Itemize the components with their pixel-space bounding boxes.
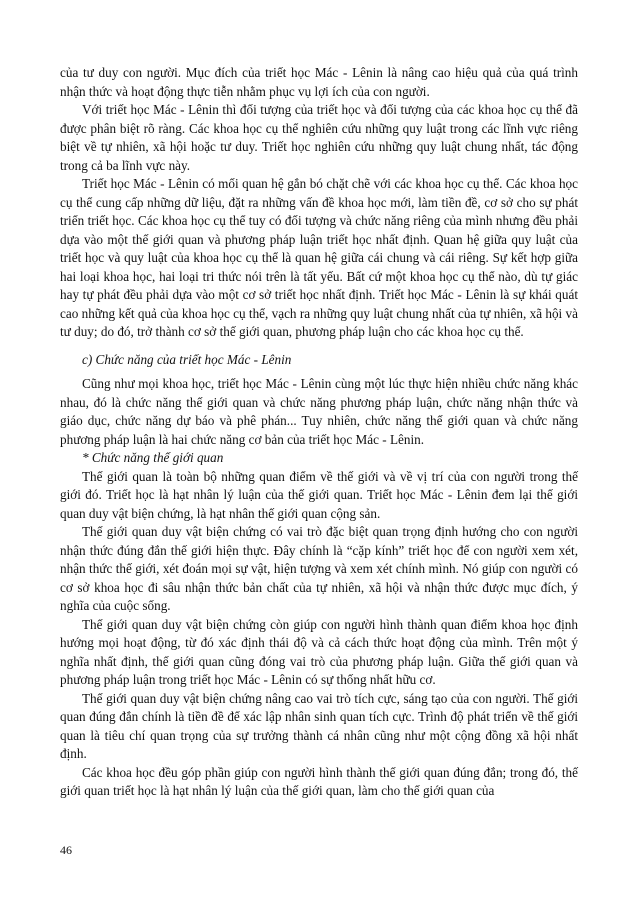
page-number: 46: [60, 843, 72, 857]
paragraph: Thế giới quan duy vật biện chứng còn giúp con người hình thành quan điểm khoa học định hướng mọi hoạt động, từ đó xác định thái độ và cả cách thức hoạt động của mình. Trên một ý nghĩa nhất định, thế giới quan cũng đóng vai trò của phương pháp luận. Giữa thế giới quan và phương pháp luận trong triết học Mác - Lênin có sự thống nhất hữu cơ.: [60, 616, 578, 687]
section-heading: c) Chức năng của triết học Mác - Lênin: [82, 351, 292, 367]
page-body: [60, 64, 578, 801]
paragraph: Triết học Mác - Lênin có mối quan hệ gắn bó chặt chẽ với các khoa học cụ thể. Các khoa học cụ thể cung cấp những dữ liệu, đặt ra những vấn đề khoa học mới, làm tiền đề, cơ sở cho sự phát triển triết học. Các khoa học cụ thể tuy có đối tượng và chức năng riêng của mình nhưng đều phải dựa vào một thế giới quan và phương pháp luận triết học nhất định. Quan hệ giữa quy luật của triết học và quy luật của khoa học cụ thể là quan hệ giữa cái chung và cái riêng. Sự kết hợp giữa hai loại khoa học, hai loại tri thức nói trên là tất yếu. Bất cứ một khoa học cụ thể nào, dù tự giác hay tự phát đều phải dựa vào một cơ sở triết học nhất định. Triết học Mác - Lênin là sự khái quát cao những kết quả của khoa học cụ thể, vạch ra những quy luật chung nhất của tự nhiên, xã hội và tư duy; do đó, trở thành cơ sở thế giới quan, phương pháp luận cho các khoa học cụ thể.: [60, 176, 578, 339]
paragraph: Thế giới quan duy vật biện chứng có vai trò đặc biệt quan trọng định hướng cho con người nhận thức đúng đắn thế giới hiện thực. Đây chính là “cặp kính” triết học để con người xem xét, nhận thức thế giới, xét đoán mọi sự vật, hiện tượng và xem xét chính mình. Nó giúp con người có cơ sở khoa học đi sâu nhận thức bản chất của tự nhiên, xã hội và nhận thức được mục đích, ý nghĩa của cuộc sống.: [60, 524, 578, 613]
paragraph: Thế giới quan duy vật biện chứng nâng cao vai trò tích cực, sáng tạo của con người. Thế giới quan đúng đắn chính là tiền đề để xác lập nhân sinh quan tích cực. Trình độ phát triển về thế giới quan là tiêu chí quan trọng của sự trưởng thành cá nhân cũng như một cộng đồng xã hội nhất định.: [60, 690, 578, 761]
paragraph: Thế giới quan là toàn bộ những quan điểm về thế giới và về vị trí của con người trong thế giới đó. Triết học là hạt nhân lý luận của thế giới quan. Triết học Mác - Lênin đem lại thế giới quan duy vật biện chứng, là hạt nhân thế giới quan cộng sản.: [60, 468, 578, 521]
subsection-heading: * Chức năng thế giới quan: [82, 450, 224, 465]
paragraph: Cũng như mọi khoa học, triết học Mác - Lênin cùng một lúc thực hiện nhiều chức năng khác nhau, đó là chức năng thế giới quan và chức năng phương pháp luận, chức năng nhận thức và giáo dục, chức năng dự báo và phê phán... Tuy nhiên, chức năng thế giới quan và chức năng phương pháp luận là hai chức năng cơ bản của triết học Mác - Lênin.: [60, 376, 578, 447]
paragraph: của tư duy con người. Mục đích của triết học Mác - Lênin là nâng cao hiệu quả của quá trình nhận thức và hoạt động thực tiễn nhằm phục vụ lợi ích của con người.: [60, 65, 578, 99]
paragraph: Các khoa học đều góp phần giúp con người hình thành thế giới quan đúng đắn; trong đó, thế giới quan triết học là hạt nhân lý luận của thế giới quan, làm cho thế giới quan của: [60, 764, 578, 798]
paragraph: Với triết học Mác - Lênin thì đối tượng của triết học và đối tượng của các khoa học cụ thể đã được phân biệt rõ ràng. Các khoa học cụ thể nghiên cứu những quy luật trong các lĩnh vực riêng biệt về tự nhiên, xã hội hoặc tư duy. Triết học nghiên cứu những quy luật chung nhất, tác động trong cả ba lĩnh vực này.: [60, 102, 578, 173]
